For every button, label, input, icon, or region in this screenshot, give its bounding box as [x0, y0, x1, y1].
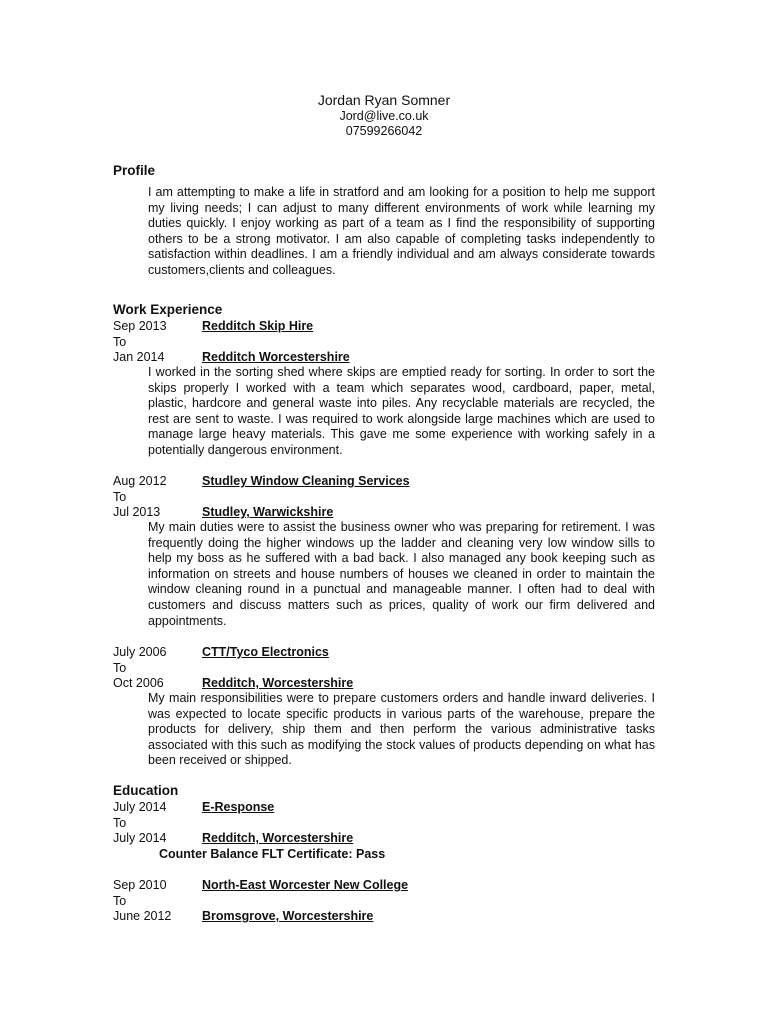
education-start-date: Sep 2010 [113, 878, 167, 892]
candidate-name: Jordan Ryan Somner [317, 92, 451, 108]
education-result: Counter Balance FLT Certificate: Pass [159, 847, 386, 861]
job-to-label: To [113, 490, 127, 504]
job-location: Redditch Worcestershire [202, 350, 350, 364]
job-end-date: Jul 2013 [113, 505, 161, 519]
job-to-label: To [113, 661, 127, 675]
education-start-row [113, 877, 673, 893]
job-start-row [113, 473, 673, 489]
education-end-date: June 2012 [113, 909, 172, 923]
job-description: I worked in the sorting shed where skips are emptied ready for sorting. In order to sort the skips properly I worked with a team which separates wood, cardboard, paper, metal, plastic, hardcore and general waste into piles. Any recyclable materials are recycled, the rest are sent to waste. I was required to work alongside large machines which are used to manage large heavy materials. This gave me some experience with working safely in a potentially dangerous environment. [148, 365, 655, 457]
job-company: Redditch Skip Hire [202, 319, 314, 333]
job-company: CTT/Tyco Electronics [202, 645, 329, 659]
education-location: Redditch, Worcestershire [202, 831, 354, 845]
job-description: My main responsibilities were to prepare customers orders and handle inward deliveries. I was expected to locate specific products in various parts of the warehouse, prepare the products for delivery, ship them and then perform the various administrative tasks associated with this such as modifying the stock values of products depending on what has been received or shipped. [148, 691, 655, 768]
phone: 07599266042 [345, 124, 423, 138]
profile-heading: Profile [113, 163, 156, 178]
education-start-row [113, 799, 673, 815]
resume-header [0, 92, 768, 139]
job-end-row [113, 675, 673, 691]
education-heading: Education [113, 783, 179, 798]
email: Jord@live.co.uk [339, 109, 429, 123]
education-institution: North-East Worcester New College [202, 878, 409, 892]
job-company: Studley Window Cleaning Services [202, 474, 410, 488]
job-start-row [113, 318, 673, 334]
job-start-date: July 2006 [113, 645, 167, 659]
education-location: Bromsgrove, Worcestershire [202, 909, 374, 923]
job-location: Studley, Warwickshire [202, 505, 334, 519]
job-end-date: Jan 2014 [113, 350, 165, 364]
job-start-row [113, 644, 673, 660]
job-location: Redditch, Worcestershire [202, 676, 354, 690]
job-start-date: Aug 2012 [113, 474, 167, 488]
education-to-label: To [113, 894, 127, 908]
education-end-date: July 2014 [113, 831, 167, 845]
job-start-date: Sep 2013 [113, 319, 167, 333]
education-end-row [113, 908, 673, 924]
job-end-row [113, 504, 673, 520]
job-end-row [113, 349, 673, 365]
work-experience-heading: Work Experience [113, 302, 223, 317]
education-institution: E-Response [202, 800, 275, 814]
education-start-date: July 2014 [113, 800, 167, 814]
education-end-row [113, 830, 673, 846]
profile-text: I am attempting to make a life in stratford and am looking for a position to help me support my living needs; I can adjust to many different environments of work while learning my duties quickly. I enjoy working as part of a team as I find the responsibility of supporting others to be a strong motivator. I am also capable of completing tasks independently to satisfaction within deadlines. I am a friendly individual and am always considerate towards customers,clients and colleagues. [148, 185, 655, 277]
job-end-date: Oct 2006 [113, 676, 164, 690]
job-to-label: To [113, 335, 127, 349]
job-description: My main duties were to assist the business owner who was preparing for retirement. I was frequently doing the higher windows up the ladder and cleaning very low window sills to help my boss as he suffered with a bad back. I also managed any book keeping such as information on streets and house numbers of houses we cleaned in order to maintain the window cleaning round in a punctual and manageable manner. I often had to deal with customers and discuss matters such as prices, quality of work our firm delivered and appointments. [148, 520, 655, 628]
education-to-label: To [113, 816, 127, 830]
